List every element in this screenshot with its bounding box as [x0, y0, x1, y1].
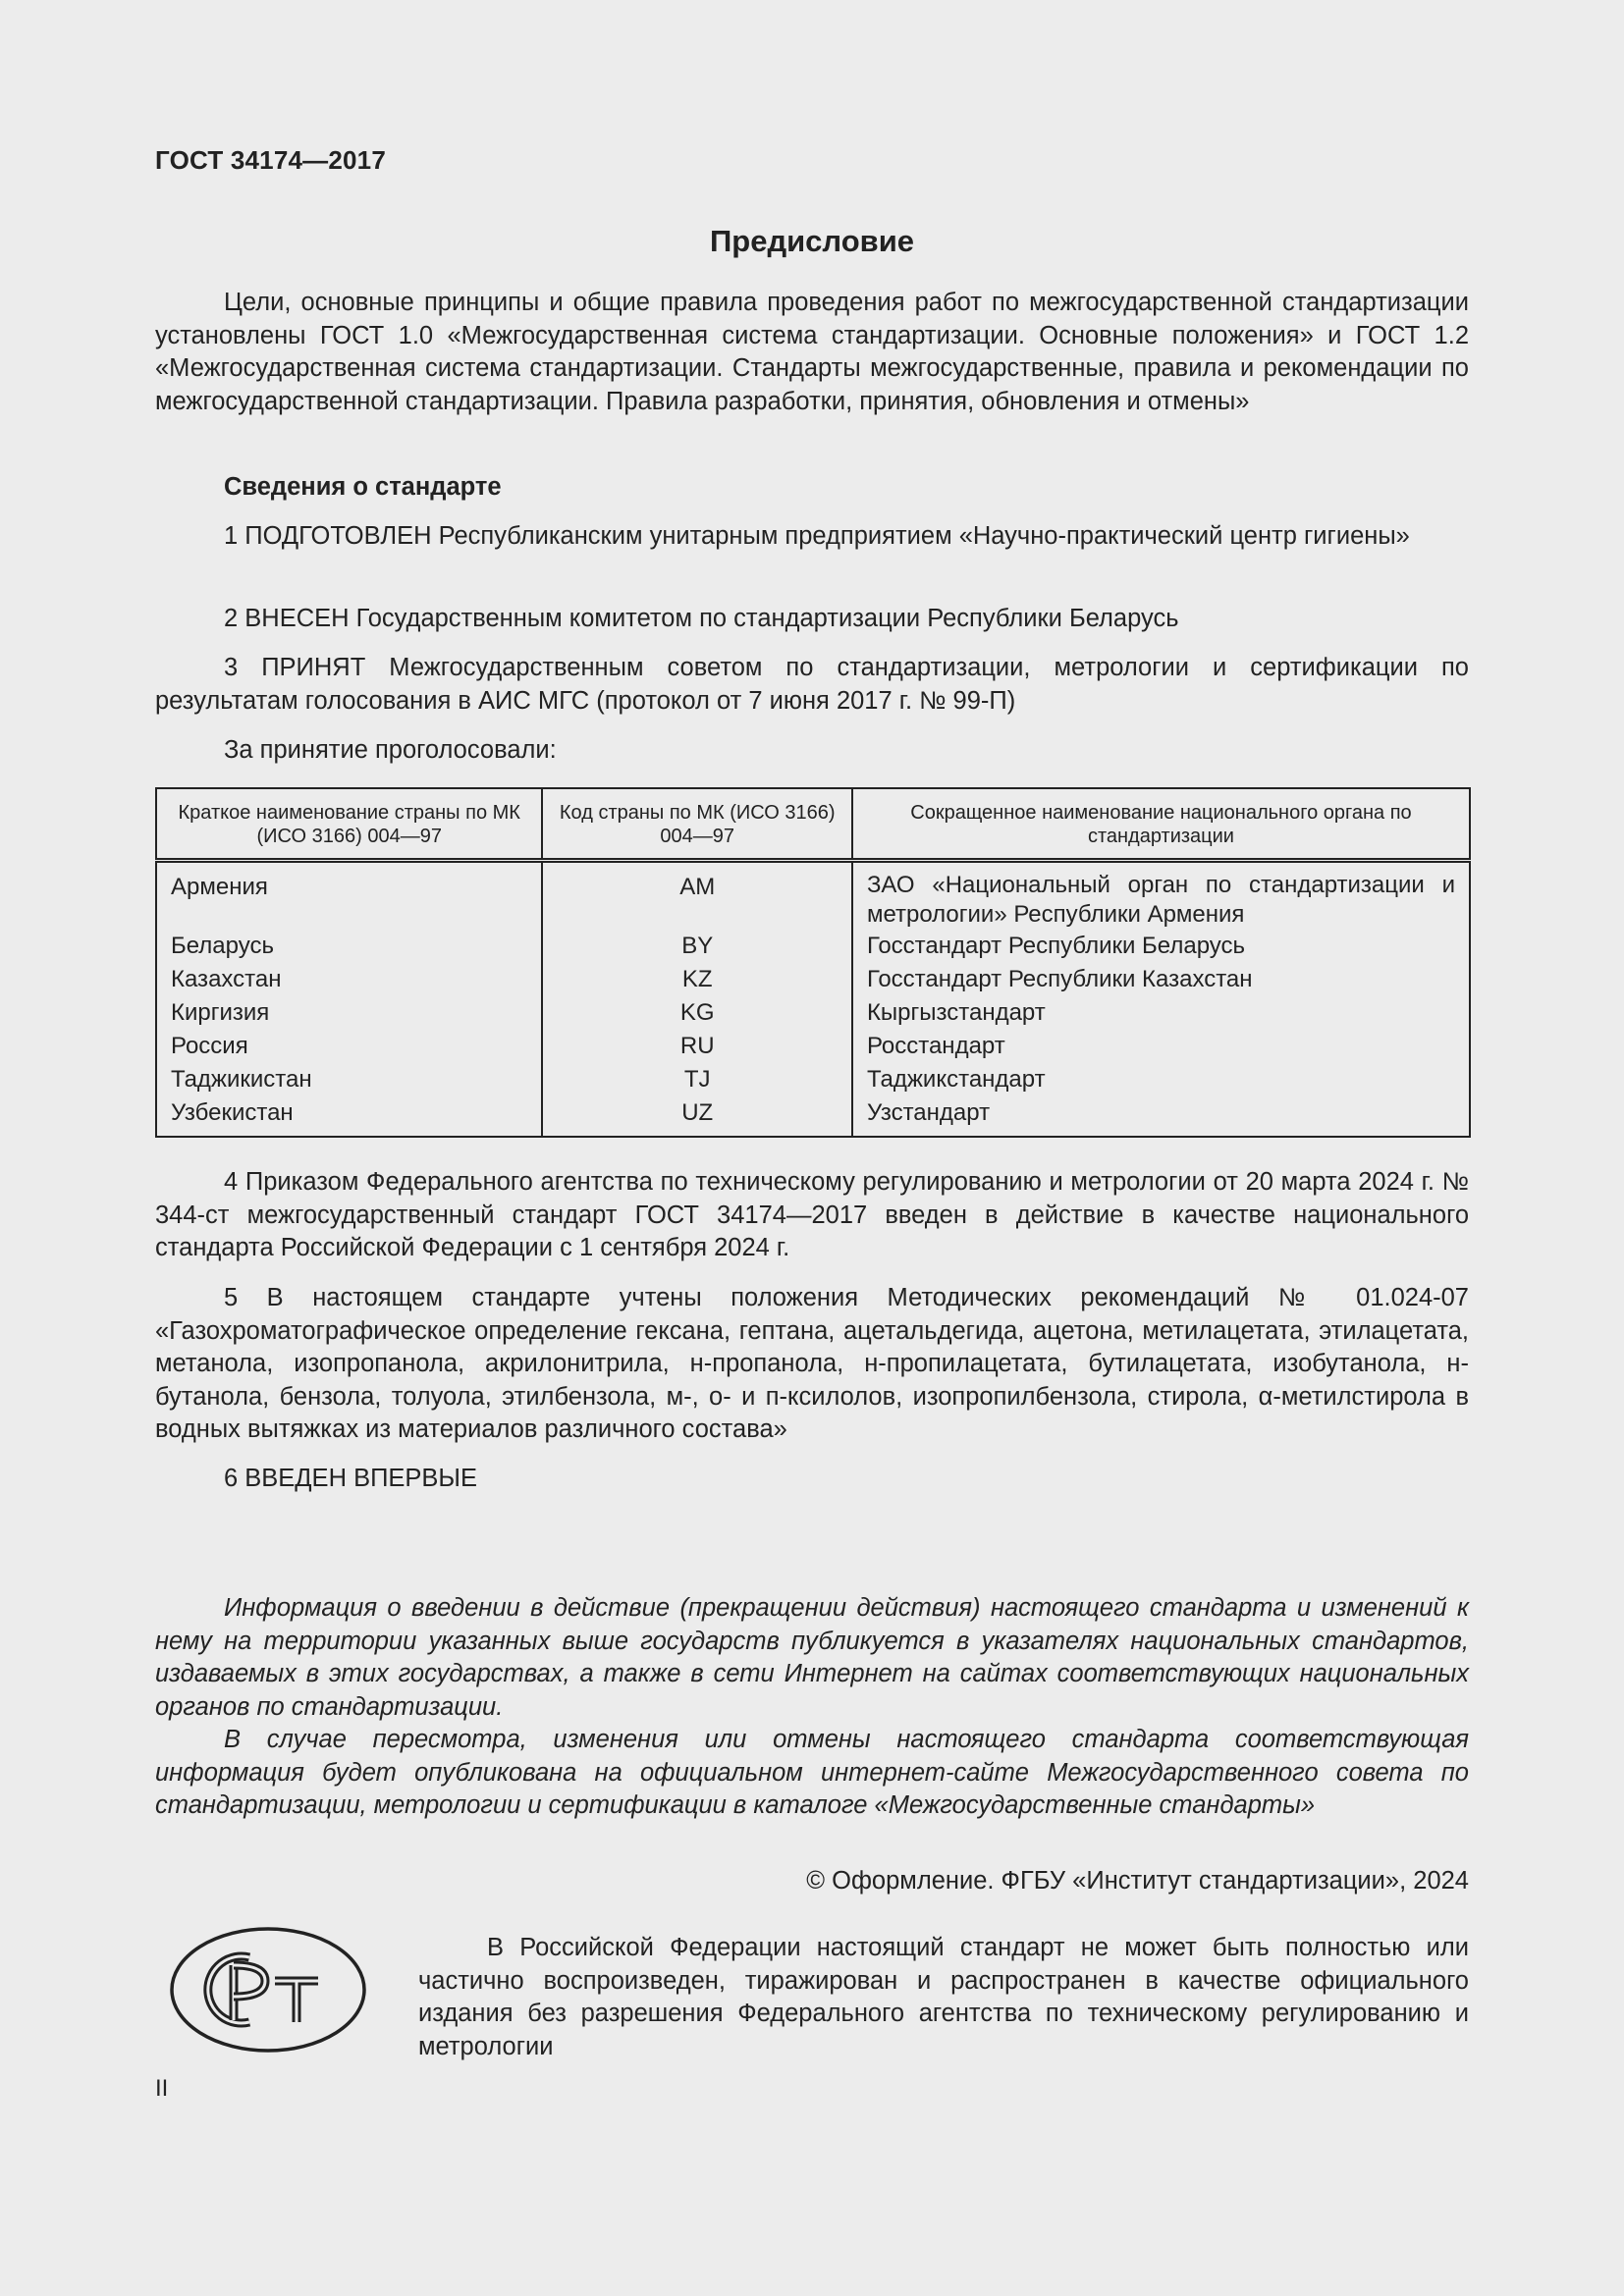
item-2: 2 ВНЕСЕН Государственным комитетом по стандартизации Республики Беларусь — [224, 605, 1179, 632]
table-row — [156, 861, 1470, 931]
item-5: 5 В настоящем стандарте учтены положения Методических рекомендаций № 01.024-07 «Газохроматографическое определение гексана, гептана, ацетальдегида, ацетона, метилацетата, этилацетата, метанола, изопропанола, акрилонитрила, н-пропанола, н-пропилацетата, бутилацетата, изобутанола, н-бутанола, бензола, толуола, этилбензола, м-, о- и п-ксилолов, изопропилбензола, стирола, α-метилстирола в водных вытяжках из материалов различного состава» — [155, 1284, 1469, 1443]
country-cell: Казахстан — [171, 966, 282, 992]
header-code: Код страны по МК (ИСО 3166) 004—97 — [542, 788, 851, 861]
header-org: Сокращенное наименование национального органа по стандартизации — [852, 788, 1470, 861]
table-row — [156, 930, 1470, 963]
table-row — [156, 1063, 1470, 1096]
info-note-1: Информация о введении в действие (прекращении действия) настоящего стандарта и изменений к нему на территории указанных выше государств публикуется в указателях национальных стандартов, издаваемых в этих государствах, а также в сети Интернет на сайтах соответствующих национальных органов по стандартизации. — [155, 1594, 1469, 1721]
org-cell: Госстандарт Республики Беларусь — [852, 930, 1470, 963]
org-cell: Кыргызстандарт — [852, 996, 1470, 1030]
code-cell: AM — [542, 861, 851, 931]
org-cell: Росстандарт — [852, 1030, 1470, 1063]
item-1: 1 ПОДГОТОВЛЕН Республиканским унитарным предприятием «Научно-практический центр гигиены» — [224, 522, 1410, 550]
table-header-row — [156, 788, 1470, 861]
document-code: ГОСТ 34174—2017 — [155, 145, 386, 175]
org-cell: ЗАО «Национальный орган по стандартизации и метрологии» Республики Армения — [852, 861, 1470, 931]
table-row — [156, 963, 1470, 996]
page-title: Предисловие — [709, 224, 914, 258]
country-cell: Беларусь — [171, 933, 274, 959]
table-row — [156, 1030, 1470, 1063]
copyright-line: © Оформление. ФГБУ «Институт стандартизации», 2024 — [806, 1867, 1469, 1895]
country-cell: Киргизия — [171, 999, 270, 1026]
info-note-2: В случае пересмотра, изменения или отмены настоящего стандарта соответствующая информация будет опубликована на официальном интернет-сайте Межгосударственного совета по стандартизации, метрологии и сертификации в каталоге «Межгосударственные стандарты» — [155, 1726, 1469, 1819]
country-cell: Таджикистан — [171, 1066, 312, 1093]
org-cell: Таджикстандарт — [852, 1063, 1470, 1096]
country-cell: Армения — [171, 874, 268, 900]
intro-paragraph: Цели, основные принципы и общие правила проведения работ по межгосударственной стандартизации установлены ГОСТ 1.0 «Межгосударственная система стандартизации. Основные положения» и ГОСТ 1.2 «Межгосударственная система стандартизации. Стандарты межгосударственные, правила и рекомендации по межгосударственной стандартизации. Правила разработки, принятия, обновления и отмены» — [155, 289, 1469, 415]
code-cell: KZ — [542, 963, 851, 996]
country-cell: Россия — [171, 1033, 248, 1059]
header-country: Краткое наименование страны по МК (ИСО 3166) 004—97 — [156, 788, 542, 861]
country-cell: Узбекистан — [171, 1099, 294, 1126]
code-cell: UZ — [542, 1096, 851, 1137]
org-cell: Узстандарт — [852, 1096, 1470, 1137]
info-heading: Сведения о стандарте — [224, 473, 502, 501]
table-row — [156, 996, 1470, 1030]
code-cell: RU — [542, 1030, 851, 1063]
page-number: II — [155, 2075, 169, 2102]
code-cell: BY — [542, 930, 851, 963]
rst-logo-icon — [169, 1926, 367, 2054]
item-4: 4 Приказом Федерального агентства по техническому регулированию и метрологии от 20 марта 2024 г. № 344-ст межгосударственный стандарт ГОСТ 34174—2017 введен в действие в качестве национального стандарта Российской Федерации с 1 сентября 2024 г. — [155, 1168, 1469, 1261]
voted-label: За принятие проголосовали: — [224, 736, 557, 764]
code-cell: KG — [542, 996, 851, 1030]
document-page — [155, 0, 1469, 2296]
item-3: 3 ПРИНЯТ Межгосударственным советом по стандартизации, метрологии и сертификации по результатам голосования в АИС МГС (протокол от 7 июня 2017 г. № 99-П) — [155, 654, 1469, 715]
voting-table — [155, 787, 1471, 1138]
org-cell: Госстандарт Республики Казахстан — [852, 963, 1470, 996]
table-row — [156, 1096, 1470, 1137]
item-6: 6 ВВЕДЕН ВПЕРВЫЕ — [224, 1465, 478, 1492]
code-cell: TJ — [542, 1063, 851, 1096]
rf-reproduction-note: В Российской Федерации настоящий стандарт не может быть полностью или частично воспроизведен, тиражирован и распространен в качестве официального издания без разрешения Федерального агентства по техническому регулированию и метрологии — [418, 1934, 1469, 2060]
